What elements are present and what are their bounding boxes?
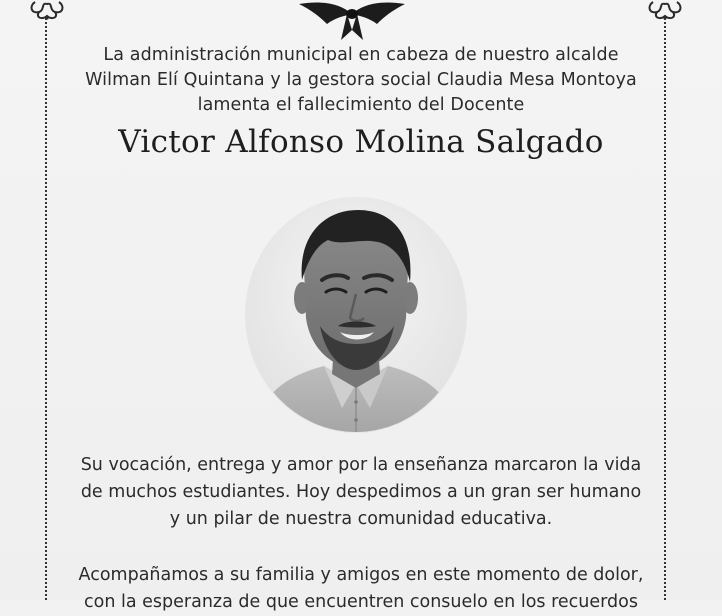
- tribute-line: Su vocación, entrega y amor por la enseñanza marcaron la vida: [80, 455, 642, 475]
- tribute-line: de muchos estudiantes. Hoy despedimos a un gran ser humano: [80, 482, 642, 502]
- mourning-ribbon-icon: [297, 0, 407, 44]
- announcement-text: [60, 43, 662, 118]
- condolence-line: Acompañamos a su familia y amigos en este momento de dolor,: [78, 565, 644, 585]
- condolence-line: con la esperanza de que encuentren consuelo en los recuerdos: [84, 592, 638, 612]
- announcement-line: La administración municipal en cabeza de nuestro alcalde: [103, 45, 619, 65]
- announcement-line: lamenta el fallecimiento del Docente: [197, 95, 525, 115]
- announcement-line: Wilman Elí Quintana y la gestora social Claudia Mesa Montoya: [85, 70, 637, 90]
- tribute-line: y un pilar de nuestra comunidad educativa.: [169, 509, 553, 529]
- deceased-name: Victor Alfonso Molina Salgado: [118, 124, 604, 160]
- deceased-portrait: [246, 198, 466, 432]
- condolence-text: [20, 562, 702, 616]
- ornament-icon: [27, 0, 67, 26]
- tribute-text: [40, 452, 682, 533]
